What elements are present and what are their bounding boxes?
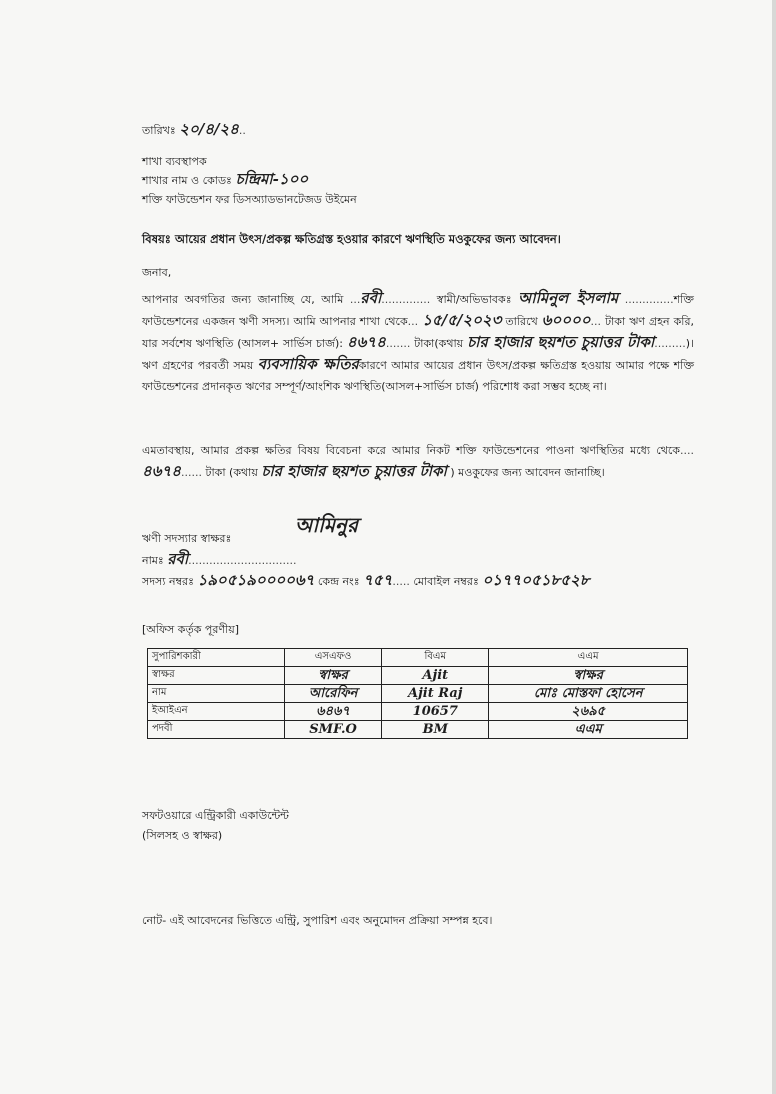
member-no-value: ১৯০৫১৯০০০০৬৭ <box>197 571 315 589</box>
table-row <box>148 685 688 703</box>
org-label: শক্তি ফাউন্ডেশন ফর ডিসঅ্যাডভানটেজড উইমেন <box>142 193 357 206</box>
branch-line <box>142 172 308 188</box>
table-row <box>148 667 688 685</box>
row-label: পদবী <box>148 721 285 739</box>
body1-text-1: আপনার অবগতির জন্য জানাচ্ছি যে, আমি <box>142 293 344 306</box>
body1-text-7: )। ঋণ গ্রহণের পরবর্তী সময় <box>142 337 694 372</box>
waiver-amount-handwritten: ৪৬৭৪ <box>142 462 181 480</box>
member-signature: আমিনুর <box>294 513 358 537</box>
table-cell: স্বাক্ষর <box>573 668 603 683</box>
row-label: নাম <box>148 685 285 703</box>
office-note: [অফিস কর্তৃক পূরণীয়] <box>142 623 239 636</box>
table-header: সুপারিশকারী <box>148 649 285 667</box>
reason-handwritten: ব্যবসায়িক ক্ষতির <box>257 355 359 373</box>
table-cell: 10657 <box>412 704 458 719</box>
body1-text-2: স্বামী/অভিভাবকঃ <box>436 293 512 306</box>
mobile-value: ০১৭৭০৫১৮৫২৮ <box>482 571 590 589</box>
table-cell: ২৬৯৫ <box>571 704 606 719</box>
row-label: ইআইএন <box>148 703 285 721</box>
branch-label: শাখার নাম ও কোডঃ <box>142 174 232 187</box>
member-name-value: রবী <box>167 550 189 568</box>
table-cell: Ajit <box>422 668 449 683</box>
branch-value: চন্দ্রিমা-১০০ <box>235 170 309 188</box>
loan-amount-handwritten: ৬০০০০ <box>541 311 591 329</box>
center-no-label: কেন্দ্র নংঃ <box>317 575 360 588</box>
date-label: তারিখঃ <box>142 124 176 137</box>
member-signature-line <box>142 513 358 546</box>
table-row <box>148 703 688 721</box>
table-header-row <box>148 649 688 667</box>
table-cell: স্বাক্ষর <box>318 668 348 683</box>
accountant-seal-label: (সিলসহ ও স্বাক্ষর) <box>142 829 223 842</box>
member-numbers-line: সদস্য নম্বরঃ ১৯০৫১৯০০০০৬৭ কেন্দ্র নংঃ ৭৫৭..... মোবাইল নম্বরঃ ০১৭৭০৫১৮৫২৮ <box>142 571 590 589</box>
table-header: এসএফও <box>285 649 382 667</box>
body2-text-3: ) মওকুফের জন্য আবেদন জানাচ্ছি। <box>450 466 605 479</box>
body2-text-2: টাকা (কথায় <box>205 466 258 479</box>
member-name-label: নামঃ <box>142 554 164 567</box>
table-cell: SMF.O <box>309 722 357 737</box>
member-name-line: নামঃ রবী............................... <box>142 550 297 568</box>
row-label: স্বাক্ষর <box>148 667 285 685</box>
salutation: জনাব, <box>142 266 172 279</box>
body1-text-4: তারিখে <box>505 315 538 328</box>
table-cell: Ajit Raj <box>408 686 463 701</box>
subject-line: বিষয়ঃ আয়ের প্রধান উৎস/প্রকল্প ক্ষতিগ্রস্ত হওয়ার কারণে ঋণস্থিতি মওকুফের জন্য আবেদন। <box>142 232 561 246</box>
table-cell: ৬৪৬৭ <box>316 704 350 719</box>
date-line: তারিখঃ ২০/৪/২৪.. <box>142 120 246 138</box>
date-value: ২০/৪/২৪ <box>179 120 239 138</box>
body2-text-1: এমতাবস্থায়, আমার প্রকল্প ক্ষতির বিষয় বিবেচনা করে আমার নিকট শক্তি ফাউন্ডেশনের পাওনা ঋণস্থিতির মধ্যে থেকে <box>142 444 680 457</box>
page-edge <box>772 0 776 1094</box>
table-cell: মোঃ মোস্তফা হোসেন <box>533 686 643 701</box>
table-cell: এএম <box>574 722 602 737</box>
table-cell: আরেফিন <box>308 686 358 701</box>
mobile-label: মোবাইল নম্বরঃ <box>413 575 479 588</box>
balance-handwritten: ৪৬৭৪ <box>346 333 386 351</box>
recommendation-table <box>147 648 688 739</box>
member-name-handwritten: রবী <box>360 289 382 307</box>
body1-text-3: শক্তি ফাউন্ডেশনের একজন ঋণী সদস্য। আমি আপনার শাখা থেকে <box>142 293 694 328</box>
footer-note: নোট- এই আবেদনের ভিত্তিতে এন্ট্রি, সুপারিশ এবং অনুমোদন প্রক্রিয়া সম্পন্ন হবে। <box>142 914 493 927</box>
balance-words-handwritten: চার হাজার ছয়শত চুয়াত্তর টাকা <box>467 333 655 351</box>
accountant-label: সফটওয়ারে এন্ট্রিকারী একাউন্টেন্ট <box>142 809 289 822</box>
table-cell: BM <box>422 722 448 737</box>
body1-text-6: টাকা(কথায় <box>414 337 464 350</box>
member-no-label: সদস্য নম্বরঃ <box>142 575 194 588</box>
waiver-words-handwritten: চার হাজার ছয়শত চুয়াত্তর টাকা <box>261 462 447 480</box>
table-row <box>148 721 688 739</box>
table-header: এএম <box>489 649 688 667</box>
body-paragraph-2: এমতাবস্থায়, আমার প্রকল্প ক্ষতির বিষয় বিবেচনা করে আমার নিকট শক্তি ফাউন্ডেশনের পাওনা ঋণস্থিতির মধ্যে থেকে.... ৪৬৭৪...... টাকা (কথায় চার হাজার ছয়শত চুয়াত্তর টাকা ) মওকুফের জন্য আবেদন জানাচ্ছি। <box>142 444 694 480</box>
table-header: বিএম <box>382 649 489 667</box>
loan-date-handwritten: ১৫/৫/২০২৩ <box>422 311 502 329</box>
center-no-value: ৭৫৭ <box>363 571 393 589</box>
body1-text-5: টাকা ঋণ গ্রহন করি, যার সর্বশেষ ঋণস্থিতি (আসল+ সার্ভিস চার্জ): <box>142 315 694 350</box>
manager-label: শাখা ব্যবস্থাপক <box>142 155 207 168</box>
member-sign-label: ঋণী সদস্যার স্বাক্ষরঃ <box>142 532 232 545</box>
guardian-name-handwritten: আমিনুল ইসলাম <box>518 289 619 307</box>
body-paragraph-1: আপনার অবগতির জন্য জানাচ্ছি যে, আমি ...রবী.............. স্বামী/অভিভাবকঃ আমিনুল ইসলাম ..............শক্তি ফাউন্ডেশনের একজন ঋণী সদস্য। আমি আপনার শাখা থেকে... ১৫/৫/২০২৩ তারিখে ৬০০০০... টাকা ঋণ গ্রহন করি, যার সর্বশেষ ঋণস্থিতি (আসল+ সার্ভিস চার্জ): ৪৬৭৪....... টাকা(কথায় চার হাজার ছয়শত চুয়াত্তর টাকা.........)। ঋণ গ্রহণের পরবর্তী সময় ব্যবসায়িক ক্ষতিরকারণে আমার আয়ের প্রধান উৎস/প্রকল্প ক্ষতিগ্রস্ত হওয়ায় আমার পক্ষে শক্তি ফাউন্ডেশনের প্রদানকৃত ঋণের সম্পূর্ণ/আংশিক ঋণস্থিতি(আসল+সার্ভিস চার্জ) পরিশোধ করা সম্ভব হচ্ছে না। <box>142 289 694 393</box>
body1-text-8: কারণে আমার আয়ের প্রধান উৎস/প্রকল্প ক্ষতিগ্রস্ত হওয়ায় আমার পক্ষে শক্তি ফাউন্ডেশনের প্রদানকৃত ঋণের সম্পূর্ণ/আংশিক ঋণস্থিতি(আসল+সার্ভিস চার্জ) পরিশোধ করা সম্ভব হচ্ছে না। <box>142 359 694 393</box>
